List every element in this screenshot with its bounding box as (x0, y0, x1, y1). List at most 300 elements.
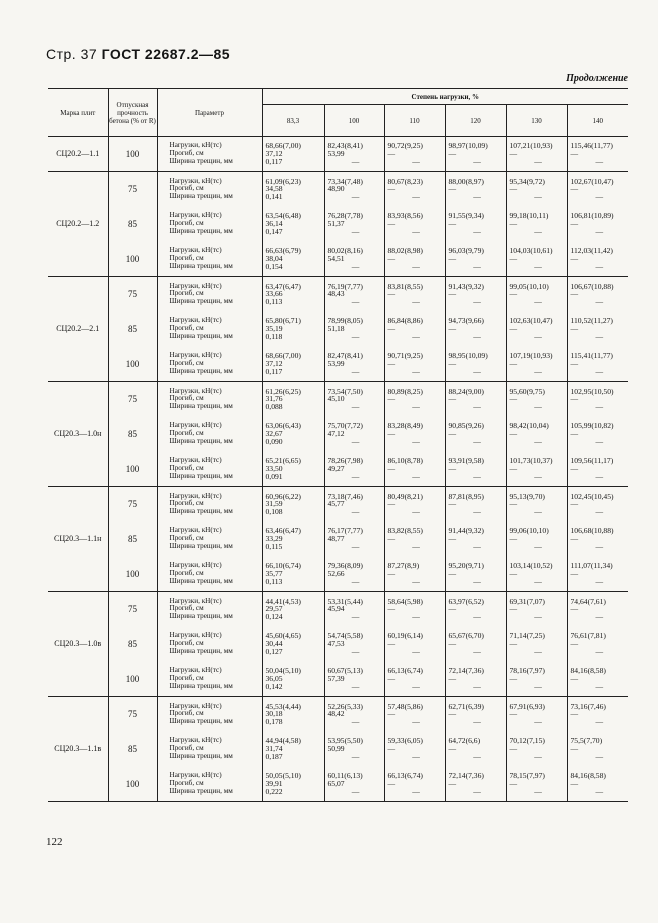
crack-dash: — (412, 402, 420, 412)
value-line: 50,05(5,10) (265, 771, 301, 781)
parameter-label: Прогиб, см (169, 568, 204, 577)
header-col-140: 140 (567, 105, 628, 137)
value-cell (262, 557, 324, 592)
value-cell (506, 767, 567, 802)
parameter-label: Прогиб, см (169, 253, 204, 262)
parameter-label: Нагрузки, кН(тс) (169, 456, 222, 465)
table-row (48, 277, 628, 312)
value-line: 63,97(6,52) — (448, 596, 484, 614)
value-line: 68,66(7,00) (265, 351, 301, 361)
parameter-label: Ширина трещин, мм (169, 261, 233, 270)
crack-dash: — (412, 751, 420, 761)
value-line: 111,07(11,34) — (570, 561, 613, 578)
value-line: 76,17(7,77) 48,77 (327, 526, 363, 544)
value-cell (324, 452, 384, 487)
value-cell (384, 592, 445, 627)
value-line: 76,61(7,81) — (570, 631, 606, 649)
value-cell (445, 207, 506, 242)
value-line: 99,06(10,10) — (509, 526, 549, 544)
value-cell (384, 767, 445, 802)
crack-dash: — (473, 226, 481, 236)
parameter-label: Прогиб, см (169, 184, 204, 193)
value-line: 72,14(7,36) — (448, 771, 484, 788)
strength-cell: 75 (108, 592, 157, 627)
value-line: 60,96(6,22) (265, 491, 301, 501)
parameter-label: Прогиб, см (169, 289, 204, 298)
value-cell (506, 417, 567, 452)
parameter-label: Ширина трещин, мм (169, 366, 233, 375)
value-line: 98,97(10,09) — (448, 141, 488, 159)
parameter-label: Прогиб, см (169, 219, 204, 228)
parameter-label: Ширина трещин, мм (169, 402, 233, 411)
value-cell (445, 592, 506, 627)
header-parameter: Параметр (157, 89, 262, 137)
value-cell (445, 767, 506, 802)
crack-dash: — (534, 751, 542, 761)
crack-dash: — (412, 541, 420, 551)
value-line: 104,03(10,61) — (509, 246, 553, 263)
value-cell (567, 277, 628, 312)
parameter-label: Нагрузки, кН(тс) (169, 666, 222, 675)
parameter-label: Ширина трещин, мм (169, 786, 233, 795)
parameter-label: Ширина трещин, мм (169, 226, 233, 235)
value-cell (262, 732, 324, 767)
parameter-cell (157, 137, 262, 172)
value-cell (384, 347, 445, 382)
value-line: 91,44(9,32) — (448, 526, 484, 544)
parameter-label: Нагрузки, кН(тс) (169, 526, 222, 535)
parameter-label: Прогиб, см (169, 604, 204, 613)
table-header (48, 89, 628, 137)
value-cell (567, 242, 628, 277)
value-cell (324, 627, 384, 662)
value-line: 115,46(11,77) — (570, 141, 613, 159)
crack-dash: — (534, 507, 542, 517)
value-line: 65,21(6,65) (265, 456, 301, 466)
value-cell (262, 697, 324, 732)
value-line: 102,67(10,47) — (570, 176, 614, 194)
crack-dash: — (351, 297, 360, 307)
parameter-cell (157, 417, 262, 452)
parameter-cell (157, 557, 262, 592)
crack-dash: — (351, 402, 360, 412)
crack-dash: — (412, 436, 420, 446)
value-cell (445, 382, 506, 417)
mark-cell: СЦ20.3—1.0в (48, 592, 108, 697)
value-line: 90,71(9,25) — (387, 351, 423, 368)
value-line: 71,14(7,25) — (509, 631, 545, 649)
table-row (48, 557, 628, 592)
crack-dash: — (473, 402, 481, 412)
value-cell (324, 557, 384, 592)
parameter-label: Нагрузки, кН(тс) (169, 491, 222, 500)
value-cell (324, 312, 384, 347)
value-line: 106,68(10,88) — (570, 526, 614, 544)
table-row (48, 382, 628, 417)
table-row (48, 417, 628, 452)
value-line: 66,13(6,74) — (387, 771, 423, 788)
crack-dash: — (351, 366, 360, 376)
crack-dash: — (595, 261, 604, 271)
crack-dash: — (595, 366, 604, 376)
load-test-table (48, 88, 628, 802)
value-line: 80,67(8,23) — (387, 176, 423, 194)
crack-dash: — (595, 297, 604, 307)
value-cell (262, 592, 324, 627)
value-cell (567, 697, 628, 732)
value-line: 95,20(9,71) — (448, 561, 484, 578)
value-cell (262, 627, 324, 662)
value-line: 0,124 (265, 612, 283, 622)
parameter-label: Ширина трещин, мм (169, 541, 233, 550)
value-cell (384, 662, 445, 697)
value-line: 33,29 (265, 534, 283, 544)
crack-dash: — (351, 646, 360, 656)
value-line: 91,55(9,34) — (448, 211, 484, 229)
strength-cell: 100 (108, 557, 157, 592)
value-line: 0,117 (265, 156, 283, 166)
parameter-cell (157, 172, 262, 207)
value-line: 83,93(8,56) — (387, 211, 423, 229)
crack-dash: — (473, 541, 481, 551)
value-line: 30,44 (265, 639, 283, 649)
value-cell (384, 382, 445, 417)
strength-cell: 85 (108, 417, 157, 452)
value-cell (506, 137, 567, 172)
value-line: 99,18(10,11) — (509, 211, 549, 229)
value-cell (324, 522, 384, 557)
value-cell (384, 732, 445, 767)
value-cell (262, 172, 324, 207)
header-load-degree: Степень нагрузки, % (262, 89, 628, 105)
value-cell (567, 207, 628, 242)
value-line: 115,41(11,77) — (570, 351, 613, 368)
value-line: 35,19 (265, 324, 283, 334)
standard-code: ГОСТ 22687.2—85 (101, 46, 231, 62)
value-cell (445, 732, 506, 767)
crack-dash: — (595, 717, 604, 727)
value-cell (324, 662, 384, 697)
crack-dash: — (473, 681, 481, 691)
crack-dash: — (534, 366, 542, 376)
crack-dash: — (351, 331, 360, 341)
value-line: 44,94(4,58) (265, 736, 301, 746)
strength-cell: 100 (108, 242, 157, 277)
value-line: 0,154 (265, 261, 283, 271)
table-row (48, 767, 628, 802)
crack-dash: — (412, 366, 420, 376)
value-line: 103,14(10,52) — (509, 561, 553, 578)
parameter-label: Ширина трещин, мм (169, 717, 233, 726)
value-line: 76,28(7,78) 51,37 (327, 211, 363, 229)
strength-cell: 85 (108, 627, 157, 662)
value-line: 66,10(6,74) (265, 561, 301, 571)
crack-dash: — (595, 681, 604, 691)
parameter-label: Нагрузки, кН(тс) (169, 421, 222, 430)
parameter-cell (157, 312, 262, 347)
value-line: 0,113 (265, 297, 283, 307)
crack-dash: — (473, 576, 481, 586)
crack-dash: — (473, 192, 481, 202)
value-line: 105,99(10,82) — (570, 421, 614, 439)
value-line: 57,48(5,86) — (387, 701, 423, 719)
value-line: 72,14(7,36) — (448, 666, 484, 683)
value-line: 63,46(6,47) (265, 526, 301, 536)
value-line: 80,49(8,21) — (387, 491, 423, 509)
value-cell (506, 277, 567, 312)
value-cell (324, 382, 384, 417)
parameter-label: Прогиб, см (169, 744, 204, 753)
value-line: 95,60(9,75) — (509, 386, 545, 404)
strength-cell: 75 (108, 277, 157, 312)
value-line: 73,18(7,46) 45,77 (327, 491, 363, 509)
value-line: 90,85(9,26) — (448, 421, 484, 439)
value-line: 88,02(8,98) — (387, 246, 423, 263)
value-cell (262, 452, 324, 487)
value-cell (262, 347, 324, 382)
value-cell (384, 137, 445, 172)
value-line: 95,13(9,70) — (509, 491, 545, 509)
value-cell (262, 242, 324, 277)
page-header (46, 46, 230, 62)
value-cell (567, 172, 628, 207)
table-body (48, 137, 628, 802)
crack-dash: — (351, 471, 360, 481)
value-cell (262, 137, 324, 172)
header-col-83: 83,3 (262, 105, 324, 137)
crack-dash: — (351, 156, 360, 166)
value-cell (262, 207, 324, 242)
value-cell (506, 207, 567, 242)
parameter-label: Ширина трещин, мм (169, 681, 233, 690)
value-line: 63,54(6,48) (265, 211, 301, 221)
parameter-label: Прогиб, см (169, 673, 204, 682)
value-cell (506, 452, 567, 487)
parameter-label: Прогиб, см (169, 394, 204, 403)
value-line: 87,27(8,9) — (387, 561, 420, 578)
value-line: 60,11(6,13) 65,07 (327, 771, 363, 788)
parameter-label: Нагрузки, кН(тс) (169, 631, 222, 640)
crack-dash: — (351, 261, 360, 271)
parameter-cell (157, 767, 262, 802)
table-row (48, 347, 628, 382)
value-line: 110,52(11,27) — (570, 316, 613, 334)
parameter-label: Прогиб, см (169, 499, 204, 508)
parameter-label: Нагрузки, кН(тс) (169, 596, 222, 605)
value-line: 102,95(10,50) — (570, 386, 614, 404)
value-line: 83,82(8,55) — (387, 526, 423, 544)
value-line: 45,53(4,44) (265, 701, 301, 711)
crack-dash: — (595, 156, 604, 166)
strength-cell: 85 (108, 312, 157, 347)
value-cell (445, 557, 506, 592)
crack-dash: — (412, 471, 420, 481)
parameter-label: Прогиб, см (169, 463, 204, 472)
value-line: 60,19(6,14) — (387, 631, 423, 649)
parameter-label: Ширина трещин, мм (169, 156, 233, 165)
value-line: 90,72(9,25) — (387, 141, 423, 159)
crack-dash: — (473, 646, 481, 656)
parameter-label: Ширина трещин, мм (169, 646, 233, 655)
value-cell (567, 732, 628, 767)
value-line: 50,04(5,10) (265, 666, 301, 676)
parameter-label: Нагрузки, кН(тс) (169, 316, 222, 325)
value-line: 98,95(10,09) — (448, 351, 488, 368)
strength-cell: 100 (108, 767, 157, 802)
value-line: 102,63(10,47) — (509, 316, 553, 334)
value-cell (506, 242, 567, 277)
parameter-cell (157, 207, 262, 242)
header-mark: Марка плит (48, 89, 108, 137)
crack-dash: — (351, 717, 360, 727)
table-row (48, 522, 628, 557)
parameter-label: Нагрузки, кН(тс) (169, 386, 222, 395)
crack-dash: — (595, 576, 604, 586)
strength-cell: 75 (108, 382, 157, 417)
parameter-cell (157, 452, 262, 487)
value-cell (384, 207, 445, 242)
value-line: 45,60(4,65) (265, 631, 301, 641)
value-line: 93,91(9,58) — (448, 456, 484, 473)
crack-dash: — (351, 192, 360, 202)
parameter-label: Нагрузки, кН(тс) (169, 561, 222, 570)
crack-dash: — (595, 436, 604, 446)
value-line: 107,19(10,93) — (509, 351, 553, 368)
value-line: 107,21(10,93) — (509, 141, 553, 159)
value-line: 33,50 (265, 463, 283, 473)
crack-dash: — (473, 786, 481, 796)
crack-dash: — (412, 156, 420, 166)
value-line: 78,99(8,05) 51,18 (327, 316, 363, 334)
value-cell (506, 557, 567, 592)
value-cell (445, 627, 506, 662)
value-cell (262, 662, 324, 697)
parameter-label: Нагрузки, кН(тс) (169, 771, 222, 780)
value-cell (506, 627, 567, 662)
crack-dash: — (473, 366, 481, 376)
value-line: 80,89(8,25) — (387, 386, 423, 404)
strength-cell: 75 (108, 172, 157, 207)
parameter-label: Ширина трещин, мм (169, 612, 233, 621)
value-line: 78,16(7,97) — (509, 666, 545, 683)
value-cell (384, 312, 445, 347)
crack-dash: — (595, 402, 604, 412)
parameter-label: Прогиб, см (169, 639, 204, 648)
value-line: 98,42(10,04) — (509, 421, 549, 439)
value-cell (506, 592, 567, 627)
page-number: 122 (46, 836, 63, 848)
header-strength: Отпускная прочность бетона (% от R) (108, 89, 157, 137)
value-line: 84,16(8,58) — (570, 771, 606, 788)
table-row (48, 207, 628, 242)
value-line: 67,91(6,93) — (509, 701, 545, 719)
value-cell (262, 382, 324, 417)
crack-dash: — (473, 331, 481, 341)
value-cell (445, 172, 506, 207)
value-line: 66,63(6,79) (265, 246, 301, 256)
parameter-label: Ширина трещин, мм (169, 436, 233, 445)
value-line: 70,12(7,15) — (509, 736, 545, 754)
mark-cell: СЦ20.2—2.1 (48, 277, 108, 382)
value-line: 32,67 (265, 429, 283, 439)
crack-dash: — (412, 646, 420, 656)
table-row (48, 662, 628, 697)
crack-dash: — (534, 786, 542, 796)
value-line: 53,95(5,50) 50,99 (327, 736, 363, 754)
crack-dash: — (534, 646, 542, 656)
crack-dash: — (351, 786, 360, 796)
value-cell (445, 312, 506, 347)
parameter-cell (157, 592, 262, 627)
crack-dash: — (595, 507, 604, 517)
value-cell (567, 627, 628, 662)
value-cell (384, 697, 445, 732)
table-row (48, 697, 628, 732)
value-line: 38,04 (265, 253, 283, 263)
page-label: Стр. 37 (46, 46, 98, 62)
value-line: 0,088 (265, 402, 283, 412)
value-cell (262, 417, 324, 452)
value-cell (506, 312, 567, 347)
value-line: 95,34(9,72) — (509, 176, 545, 194)
crack-dash: — (534, 576, 542, 586)
strength-cell: 100 (108, 452, 157, 487)
crack-dash: — (412, 612, 420, 622)
value-line: 58,64(5,98) — (387, 596, 423, 614)
crack-dash: — (534, 402, 542, 412)
value-line: 31,74 (265, 744, 283, 754)
value-cell (445, 277, 506, 312)
value-cell (567, 417, 628, 452)
value-line: 112,03(11,42) — (570, 246, 613, 263)
crack-dash: — (412, 261, 420, 271)
value-cell (384, 242, 445, 277)
value-line: 78,26(7,98) 49,27 (327, 456, 363, 473)
continued-label: Продолжение (566, 73, 628, 84)
value-line: 65,80(6,71) (265, 316, 301, 326)
table-row (48, 312, 628, 347)
value-cell (324, 137, 384, 172)
parameter-label: Ширина трещин, мм (169, 576, 233, 585)
value-cell (384, 627, 445, 662)
parameter-cell (157, 487, 262, 522)
parameter-label: Прогиб, см (169, 324, 204, 333)
value-line: 106,67(10,88) — (570, 281, 614, 299)
value-cell (506, 382, 567, 417)
value-line: 106,81(10,89) — (570, 211, 614, 229)
header-col-120: 120 (445, 105, 506, 137)
value-line: 65,67(6,70) — (448, 631, 484, 649)
value-cell (262, 767, 324, 802)
crack-dash: — (595, 541, 604, 551)
value-line: 52,26(5,33) 48,42 (327, 701, 363, 719)
value-line: 0,108 (265, 507, 283, 517)
value-line: 44,41(4,53) (265, 596, 301, 606)
crack-dash: — (473, 297, 481, 307)
parameter-cell (157, 627, 262, 662)
value-line: 34,58 (265, 184, 283, 194)
parameter-cell (157, 277, 262, 312)
value-line: 109,56(11,17) — (570, 456, 614, 473)
table-row (48, 487, 628, 522)
value-line: 84,16(8,58) — (570, 666, 606, 683)
value-line: 94,73(9,66) — (448, 316, 484, 334)
parameter-label: Прогиб, см (169, 534, 204, 543)
value-line: 59,33(6,05) — (387, 736, 423, 754)
parameter-label: Ширина трещин, мм (169, 751, 233, 760)
crack-dash: — (412, 576, 420, 586)
value-cell (567, 592, 628, 627)
